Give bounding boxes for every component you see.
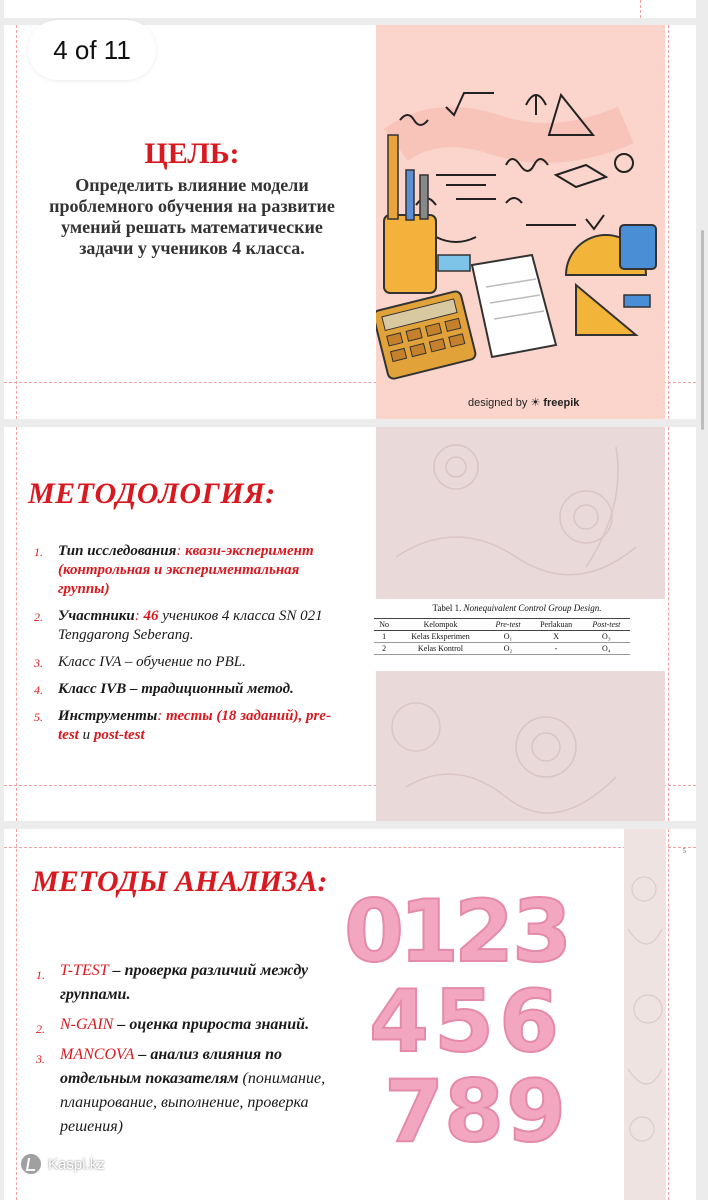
digit-6: 6 — [499, 972, 559, 1072]
analysis-list — [36, 959, 326, 1145]
table-header: Kelompok — [394, 619, 486, 631]
guide-line — [668, 829, 669, 1200]
table-cell: O₄ — [583, 643, 630, 655]
table-row — [374, 643, 630, 655]
kaspi-logo-icon — [20, 1153, 42, 1175]
digit-4: 4 — [369, 972, 429, 1072]
table-cell: 2 — [374, 643, 394, 655]
list-item: 3. MANCOVA – анализ влияния по отдельным показателям (понимание, планирование, выполнение, проверка решения) — [36, 1046, 326, 1135]
table-cell: 1 — [374, 631, 394, 643]
table-header: Pre-test — [487, 619, 530, 631]
methodology-list — [34, 542, 344, 753]
guide-line — [4, 847, 696, 848]
table-cell: O₃ — [583, 631, 630, 643]
table-cell: O₁ — [487, 631, 530, 643]
list-item: 2. N-GAIN – оценка прироста знаний. — [36, 1016, 310, 1036]
table-title: Tabel 1. Nonequivalent Control Group Design. — [432, 603, 602, 613]
table-cell: Kelas Eksperimen — [394, 631, 486, 643]
analysis-heading: МЕТОДЫ АНАЛИЗА: — [32, 865, 328, 898]
table-row — [374, 631, 630, 643]
slide-analysis — [4, 829, 696, 1200]
math-illustration — [376, 25, 665, 419]
guide-line — [668, 427, 669, 821]
side-floral-strip — [624, 829, 666, 1200]
scrollbar-thumb[interactable] — [701, 230, 704, 430]
previous-slide-edge — [4, 0, 696, 18]
list-item: 2. Участники: 46 учеников 4 класса SN 021 Tenggarong Seberang. — [34, 608, 323, 643]
goal-text: Определить влияние модели проблемного обучения на развитие умений решать математические задачи у учеников 4 класса. — [49, 175, 335, 258]
slide-methodology — [4, 427, 696, 821]
control-group-table — [374, 618, 630, 655]
list-item: 4. Класс IVB – традиционный метод. — [34, 681, 294, 697]
digit-7: 7 — [384, 1062, 444, 1151]
pink-digits-image — [344, 881, 584, 1151]
list-item: 3. Класс IVA – обучение по PBL. — [34, 654, 246, 670]
digit-0: 0 — [344, 882, 404, 982]
guide-line — [668, 25, 669, 419]
goal-heading: ЦЕЛЬ: — [144, 137, 240, 170]
digit-9: 9 — [506, 1062, 566, 1151]
table-cell: Kelas Kontrol — [394, 643, 486, 655]
kaspi-watermark: Kaspi.kz — [20, 1153, 105, 1175]
slide-number: 5 — [682, 847, 686, 855]
methodology-heading: МЕТОДОЛОГИЯ: — [28, 477, 276, 510]
table-header: Perlakuan — [530, 619, 583, 631]
guide-line — [16, 829, 17, 1200]
guide-line — [640, 0, 641, 18]
math-doodles-image — [376, 25, 665, 419]
digit-2: 2 — [454, 882, 514, 982]
list-item: 1. Тип исследования: квази-эксперимент (контрольная и экспериментальная группы) — [34, 543, 314, 597]
guide-line — [16, 427, 17, 821]
flower-pattern-image — [624, 829, 666, 1200]
table-header: No — [374, 619, 394, 631]
table-cell: O₂ — [487, 643, 530, 655]
digit-1: 1 — [399, 882, 459, 982]
guide-line — [16, 25, 17, 419]
table-header: Post-test — [583, 619, 630, 631]
digit-5: 5 — [434, 972, 494, 1072]
digit-3: 3 — [512, 882, 572, 982]
table-cell: X — [530, 631, 583, 643]
list-item: 5. Инструменты: тесты (18 заданий), pre-test и post-test — [34, 708, 331, 743]
page-counter: 4 of 11 — [28, 20, 156, 80]
table-cell: - — [530, 643, 583, 655]
design-table-image — [368, 599, 666, 671]
digit-8: 8 — [444, 1062, 504, 1151]
image-credit: designed by ☀ freepik — [468, 397, 580, 409]
list-item: 1. T-TEST – проверка различий между группами. — [36, 962, 309, 1003]
slide-goal — [4, 25, 696, 419]
